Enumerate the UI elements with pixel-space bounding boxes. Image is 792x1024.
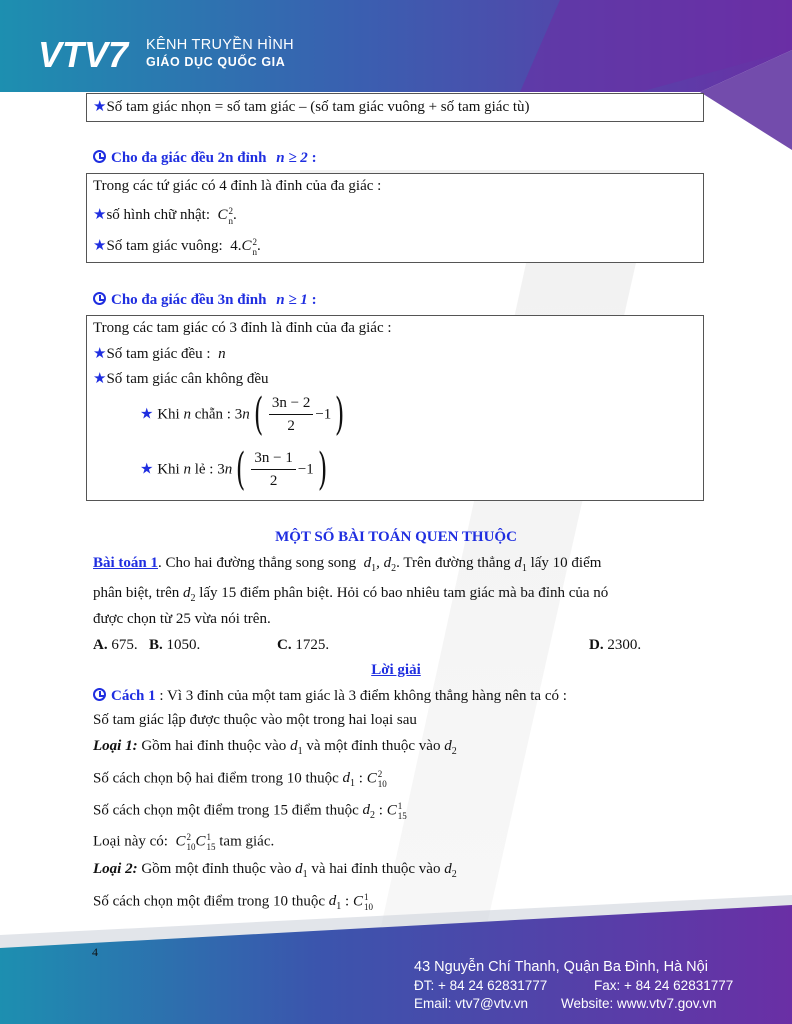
solution-line-4-text: Số cách chọn bộ hai điểm trong 10 thuộc	[93, 770, 339, 787]
clock-icon	[93, 688, 106, 701]
clock-icon	[93, 292, 106, 305]
type-1-text-2: và một đỉnh thuộc vào	[306, 738, 441, 754]
method-label: Cách 1	[111, 688, 156, 704]
choice-b-label: B.	[149, 637, 163, 653]
clock-icon	[93, 150, 106, 163]
choice-c[interactable]	[277, 637, 329, 654]
type-1-label: Loại 1:	[93, 738, 138, 754]
star-icon: ★	[93, 346, 107, 362]
equilateral-label: Số tam giác đều :	[106, 346, 211, 362]
solution-line-6-a: Loại này có:	[93, 833, 168, 850]
even-numerator: 3n − 2	[269, 395, 313, 415]
odd-numerator: 3n − 1	[251, 450, 295, 470]
star-icon: ★	[93, 99, 107, 115]
solution-line-8: Số cách chọn một điểm trong 10 thuộc $d_1$ : C 1 10	[93, 892, 373, 913]
solution-title: Lời giải	[371, 662, 421, 678]
star-icon: ★	[93, 238, 107, 254]
even-denominator: 2	[287, 418, 295, 434]
problem-line-1: Bài toán 1. Cho hai đường thẳng song song $d_1$, $d_2$. Trên đường thẳng $d_1$ lấy 10 điểm	[93, 555, 602, 574]
section-2n-heading: Cho đa giác đều 2n đỉnh n ≥ 2 :	[93, 150, 317, 167]
even-label: Khi	[157, 406, 180, 423]
type-1: Loại 1: Gồm hai đỉnh thuộc vào $d_1$ và một đỉnh thuộc vào $d_2$	[93, 738, 457, 757]
channel-name	[146, 36, 294, 70]
section-3n-intro: Trong các tam giác có 3 đỉnh là đỉnh của đa giác :	[93, 320, 392, 336]
choice-c-label: C.	[277, 637, 292, 653]
equilateral-count: ★Số tam giác đều : n	[93, 346, 226, 362]
vtv7-logo	[38, 36, 138, 72]
page-number: 4	[92, 945, 98, 959]
channel-line2: GIÁO DỤC QUỐC GIA	[146, 55, 286, 69]
section-2n-intro: Trong các tứ giác có 4 đỉnh là đỉnh của đa giác :	[93, 178, 382, 194]
solution-line-2: Số tam giác lập được thuộc vào một trong hai loại sau	[93, 712, 417, 728]
type-2-text-2: và hai đỉnh thuộc vào	[311, 861, 441, 877]
solution-line-8-text: Số cách chọn một điểm trong 10 thuộc	[93, 893, 326, 910]
star-icon: ★	[140, 406, 154, 423]
svg-text:VTV7: VTV7	[38, 36, 129, 72]
footer-email[interactable]: Email: vtv7@vtv.vn	[414, 996, 528, 1011]
odd-denominator: 2	[269, 473, 278, 489]
channel-line1: KÊNH TRUYỀN HÌNH	[146, 37, 294, 53]
acute-text: Số tam giác nhọn = số tam giác – (số tam giác vuông + số tam giác tù)	[106, 99, 530, 115]
footer-fax: Fax: + 84 24 62831777	[594, 978, 734, 993]
solution-line-6: Loại này có: C 2 10 C 1 15 tam giác.	[93, 832, 275, 852]
footer-phone: ĐT: + 84 24 62831777	[414, 978, 548, 993]
right-triangle-label: Số tam giác vuông:	[106, 238, 223, 254]
type-2-text: Gồm một đỉnh thuộc vào	[141, 861, 292, 877]
solution-line-5: Số cách chọn một điểm trong 15 điểm thuộc $d_2$ : C 1 15	[93, 801, 407, 822]
star-icon: ★	[93, 371, 107, 387]
footer-website[interactable]: Website: www.vtv7.gov.vn	[561, 996, 717, 1011]
choice-b[interactable]	[149, 637, 200, 654]
problem-text-4: phân biệt, trên	[93, 585, 180, 601]
section-3n-condition: n ≥ 1	[276, 292, 308, 308]
problem-text-1: . Cho hai đường thẳng song song	[158, 555, 357, 571]
section-3n-title: Cho đa giác đều 3n đỉnh	[111, 292, 267, 308]
problem-line-3: được chọn từ 25 vừa nói trên.	[93, 611, 271, 627]
solution-line-5-text: Số cách chọn một điểm trong 15 điểm thuộc	[93, 802, 359, 819]
problem-label: Bài toán 1	[93, 555, 159, 571]
method-text: : Vì 3 đỉnh của một tam giác là 3 điểm không thẳng hàng nên ta có :	[159, 688, 567, 704]
type-2: Loại 2: Gồm một đỉnh thuộc vào $d_1$ và hai đỉnh thuộc vào $d_2$	[93, 861, 457, 880]
problem-text-3: lấy 10 điểm	[530, 555, 602, 571]
rectangle-count: ★số hình chữ nhật: C 2 n .	[93, 205, 237, 226]
odd-label: Khi	[157, 461, 180, 478]
method-1	[93, 688, 567, 705]
star-icon: ★	[140, 461, 154, 478]
footer-address: 43 Nguyễn Chí Thanh, Quận Ba Đình, Hà Nội	[414, 959, 708, 975]
rectangle-label: số hình chữ nhật:	[106, 207, 210, 223]
problem-line-2: phân biệt, trên $d_2$ lấy 15 điểm phân biệt. Hỏi có bao nhiêu tam giác mà ba đỉnh của nó	[93, 585, 609, 604]
problem-text-2: . Trên đường thẳng	[396, 555, 511, 571]
choice-d-value: 2300.	[607, 637, 642, 653]
choice-b-value: 1050.	[166, 637, 201, 653]
section-2n-title: Cho đa giác đều 2n đỉnh	[111, 150, 267, 166]
even-word: chẵn :	[194, 406, 231, 423]
choice-a[interactable]	[93, 637, 138, 654]
section-title: MỘT SỐ BÀI TOÁN QUEN THUỘC	[275, 529, 517, 545]
isosceles-count	[93, 369, 269, 388]
solution-line-4: Số cách chọn bộ hai điểm trong 10 thuộc $d_1$ : C 2 10	[93, 769, 387, 790]
right-triangle-count: ★Số tam giác vuông: 4.C 2 n .	[93, 236, 261, 257]
choice-d-label: D.	[589, 637, 604, 653]
choice-c-value: 1725.	[295, 637, 330, 653]
section-3n-heading: Cho đa giác đều 3n đỉnh n ≥ 1 :	[93, 292, 317, 309]
acute-triangle-formula	[93, 97, 530, 116]
even-case-formula: ★ Khi n chẵn : 3n( $\frac{3n - 2}{2}$ −1)	[140, 389, 345, 440]
odd-case-formula: ★ Khi n lẻ : 3n( $\frac{3n - 1}{2}$ −1)	[140, 444, 328, 495]
solution-line-6-b: tam giác.	[219, 833, 275, 850]
star-icon: ★	[93, 207, 107, 223]
odd-word: lẻ :	[194, 461, 214, 478]
problem-text-5: lấy 15 điểm phân biệt. Hỏi có bao nhiêu tam giác mà ba đỉnh của nó	[199, 585, 609, 601]
type-1-text: Gồm hai đỉnh thuộc vào	[141, 738, 287, 754]
type-2-label: Loại 2:	[93, 861, 138, 877]
choice-a-label: A.	[93, 637, 108, 653]
section-2n-condition: n ≥ 2	[276, 150, 308, 166]
choice-d[interactable]	[589, 637, 641, 654]
choice-a-value: 675.	[111, 637, 138, 653]
isosceles-label: Số tam giác cân không đều	[106, 371, 269, 387]
